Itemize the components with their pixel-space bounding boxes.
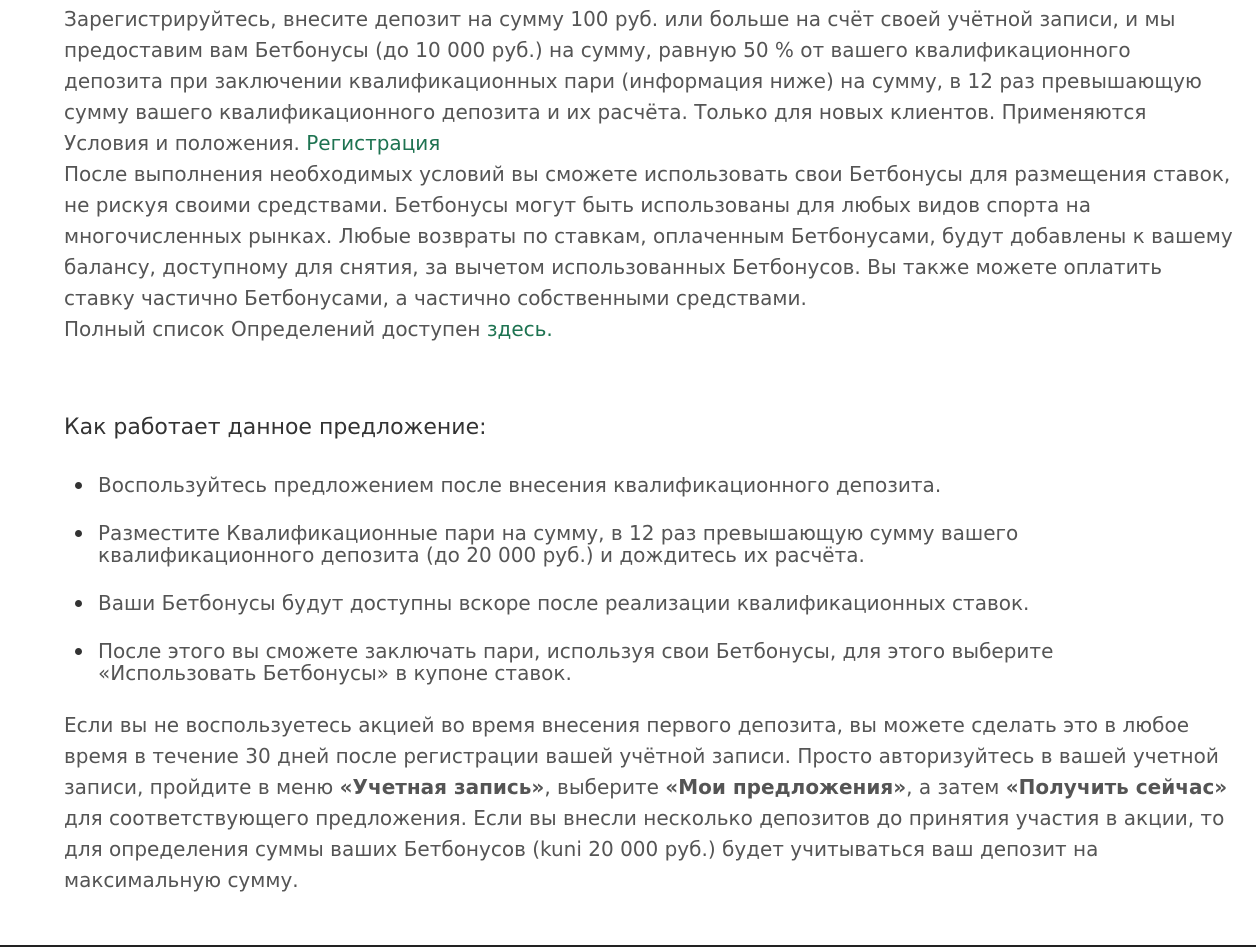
bullet-icon — [75, 600, 82, 607]
list-item — [64, 522, 1118, 566]
bottom-divider — [0, 945, 1256, 947]
step-text: Ваши Бетбонусы будут доступны вскоре после реализации квалификационных ставок. — [98, 591, 1030, 615]
later-activation-paragraph — [64, 710, 1234, 896]
list-item — [64, 592, 1118, 614]
promo-terms-content — [64, 4, 1234, 896]
definitions-paragraph — [64, 314, 1234, 345]
list-item — [64, 474, 1118, 496]
bullet-icon — [75, 530, 82, 537]
usage-paragraph: После выполнения необходимых условий вы сможете использовать свои Бетбонусы для размещения ставок, не рискуя своими средствами. Бетбонусы могут быть использованы для любых видов спорта на многочисленных рынках. Любые возвраты по ставкам, оплаченным Бетбонусами, будут добавлены к вашему балансу, доступному для снятия, за вычетом использованных Бетбонусов. Вы также можете оплатить ставку частично Бетбонусами, а частично собственными средствами. — [64, 162, 1233, 310]
how-it-works-list — [64, 474, 1234, 684]
definitions-link[interactable]: здесь. — [486, 317, 553, 341]
intro-text: Зарегистрируйтесь, внесите депозит на сумму 100 руб. или больше на счёт своей учётной записи, и мы предоставим вам Бетбонусы (до 10 000 руб.) на сумму, равную 50 % от вашего квалификационного депозита при заключении квалификационных пари (информация ниже) на сумму, в 12 раз превышающую сумму вашего квалификационного депозита и их расчёта. Только для новых клиентов. Применяются Условия и положения. — [64, 7, 1202, 155]
how-it-works-title: Как работает данное предложение: — [64, 415, 487, 440]
later-text-3: , а затем — [906, 775, 1006, 799]
later-text-2: , выберите — [544, 775, 666, 799]
claim-now-label: «Получить сейчас» — [1005, 775, 1228, 799]
bullet-icon — [75, 482, 82, 489]
step-text: Разместите Квалификационные пари на сумму, в 12 раз превышающую сумму вашего квалификационного депозита (до 20 000 руб.) и дождитесь их расчёта. — [98, 521, 1019, 567]
registration-link[interactable]: Регистрация — [306, 131, 441, 155]
account-menu-label: «Учетная запись» — [339, 775, 545, 799]
my-offers-label: «Мои предложения» — [665, 775, 907, 799]
bullet-icon — [75, 648, 82, 655]
step-text: После этого вы сможете заключать пари, используя свои Бетбонусы, для этого выберите «Использовать Бетбонусы» в купоне ставок. — [98, 639, 1054, 685]
later-text-4: для соответствующего предложения. Если вы внесли несколько депозитов до принятия участия в акции, то для определения суммы ваших Бетбонусов (kuni 20 000 руб.) будет учитываться ваш депозит на максимальную сумму. — [64, 806, 1225, 892]
definitions-text: Полный список Определений доступен — [64, 317, 487, 341]
later-text-1: Если вы не воспользуетесь акцией во время внесения первого депозита, вы можете сделать это в любое время в течение 30 дней после регистрации вашей учётной записи. Просто авторизуйтесь в вашей учетной записи, пройдите в меню — [64, 713, 1219, 799]
list-item — [64, 640, 1118, 684]
intro-paragraph — [64, 4, 1234, 159]
step-text: Воспользуйтесь предложением после внесения квалификационного депозита. — [98, 473, 942, 497]
